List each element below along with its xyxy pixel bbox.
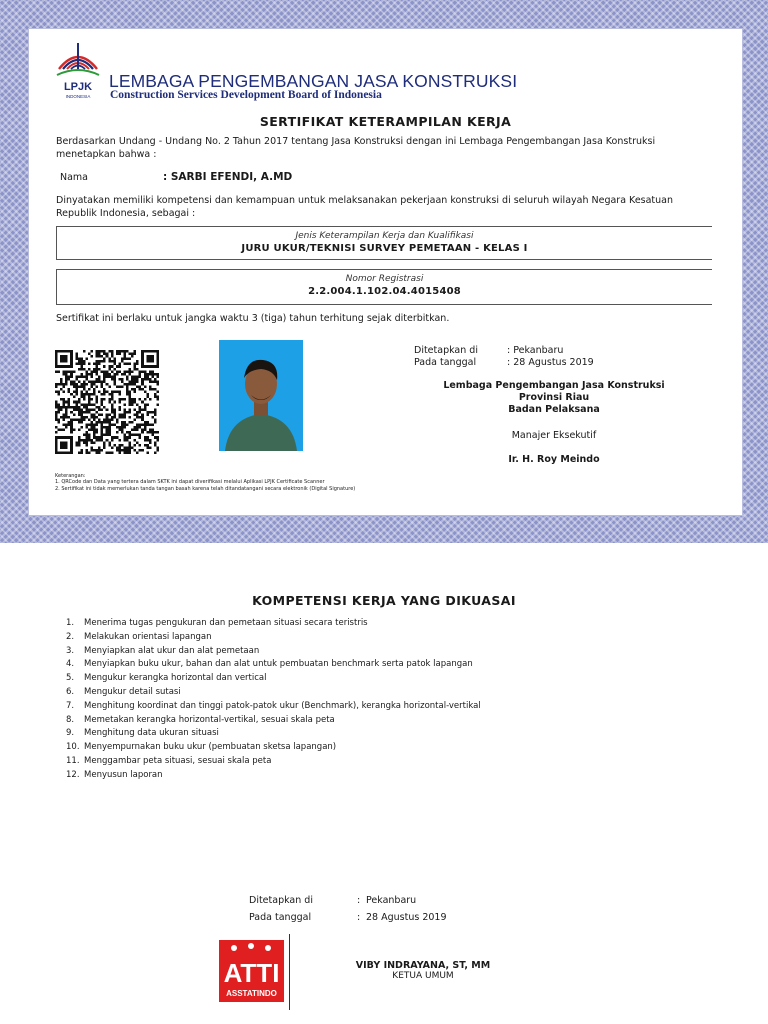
- list-item-number: 5.: [66, 673, 75, 684]
- lpjk-logo: [53, 41, 103, 103]
- competency-title: KOMPETENSI KERJA YANG DIKUASAI: [252, 593, 516, 608]
- issued-at-value: : Pekanbaru: [507, 345, 564, 356]
- sign-org-line3: Badan Pelaksana: [508, 404, 600, 415]
- registration-value: 2.2.004.1.102.04.4015408: [308, 286, 461, 297]
- list-item-number: 12.: [66, 769, 80, 780]
- list-item-text: Menyempurnakan buku ukur (pembuatan sketsa lapangan): [84, 742, 337, 753]
- list-item: [66, 658, 481, 672]
- list-item-text: Menerima tugas pengukuran dan pemetaan situasi secara teristris: [84, 618, 368, 628]
- list-item-number: 4.: [66, 659, 75, 670]
- list-item: [66, 631, 481, 645]
- org-name-en: Construction Services Development Board of Indonesia: [110, 89, 382, 101]
- sign-org-line1: Lembaga Pengembangan Jasa Konstruksi: [443, 380, 665, 391]
- list-item: [66, 727, 481, 741]
- sign-org-line2: Provinsi Riau: [518, 392, 590, 403]
- intro-text: Berdasarkan Undang - Undang No. 2 Tahun 2017 tentang Jasa Konstruksi dengan ini Lembaga Pengembangan Jasa Konstruksi menetapkan bahwa :: [56, 136, 656, 160]
- list-item-number: 1.: [66, 618, 75, 628]
- list-item: [66, 686, 481, 700]
- list-item-number: 9.: [66, 728, 75, 739]
- skill-value: JURU UKUR/TEKNISI SURVEY PEMETAAN - KELAS I: [241, 243, 528, 254]
- lpjk-logo-text: LPJK: [63, 81, 93, 93]
- list-item-text: Menghitung koordinat dan tinggi patok-patok ukur (Benchmark), kerangka horizontal-vertikal: [84, 700, 481, 711]
- list-item-text: Mengukur detail sutasi: [84, 686, 181, 697]
- list-item-text: Menggambar peta situasi, sesuai skala peta: [84, 755, 272, 766]
- skill-box: [56, 226, 712, 260]
- footer-signer-title: KETUA UMUM: [392, 971, 454, 981]
- list-item-number: 7.: [66, 700, 75, 711]
- list-item-text: Menyiapkan buku ukur, bahan dan alat untuk pembuatan benchmark serta patok lapangan: [84, 659, 473, 670]
- notes-heading: Keterangan:: [55, 473, 86, 479]
- signer-title: Manajer Eksekutif: [511, 430, 597, 441]
- name-value: : SARBI EFENDI, A.MD: [163, 171, 293, 183]
- footer-issued-date-label: Pada tanggal: [249, 912, 312, 923]
- footer-issued-at-value: Pekanbaru: [366, 895, 417, 906]
- list-item: [66, 755, 481, 769]
- signature-divider: [289, 934, 290, 1010]
- list-item: [66, 645, 481, 659]
- certificate-title: SERTIFIKAT KETERAMPILAN KERJA: [259, 114, 512, 129]
- skill-caption: Jenis Keterampilan Kerja dan Kualifikasi: [295, 231, 474, 241]
- list-item-text: Melakukan orientasi lapangan: [84, 631, 212, 642]
- issued-at-label: Ditetapkan di: [414, 345, 478, 356]
- list-item-number: 2.: [66, 631, 75, 642]
- validity-text: Sertifikat ini berlaku untuk jangka waktu 3 (tiga) tahun terhitung sejak diterbitkan.: [56, 313, 450, 324]
- registration-caption: Nomor Registrasi: [345, 274, 424, 284]
- note-2: 2. Sertifikat ini tidak memerlukan tanda tangan basah karena telah ditandatangani secara elektronik (Digital Signature): [55, 485, 356, 492]
- footer-signer-name: VIBY INDRAYANA, ST, MM: [355, 960, 491, 971]
- signer-name: Ir. H. Roy Meindo: [508, 454, 600, 465]
- person-portrait-icon: [219, 340, 303, 451]
- issued-date-label: Pada tanggal: [414, 357, 477, 368]
- lpjk-logo-sub: INDONESIA: [65, 94, 91, 99]
- holder-photo: [219, 340, 303, 451]
- list-item: [66, 769, 481, 783]
- footer-issued-date-value: 28 Agustus 2019: [366, 912, 447, 923]
- org-name: LEMBAGA PENGEMBANGAN JASA KONSTRUKSI: [109, 71, 518, 91]
- list-item: [66, 700, 481, 714]
- notes: [55, 473, 355, 492]
- footer-issued-at-label: Ditetapkan di: [249, 895, 313, 906]
- list-item: [66, 672, 481, 686]
- certificate-body: [29, 29, 742, 515]
- declaration-text: Dinyatakan memiliki kompetensi dan kemampuan untuk melaksanakan pekerjaan konstruksi di seluruh wilayah Negara Kesatuan Republik Indonesia, sebagai :: [56, 195, 674, 219]
- list-item-number: 3.: [66, 645, 75, 656]
- atti-logo-text: ATTI: [223, 958, 280, 988]
- atti-logo-sub: ASSTATINDO: [226, 989, 277, 998]
- list-item-text: Mengukur kerangka horizontal dan vertical: [84, 673, 267, 684]
- list-item: [66, 741, 481, 755]
- list-item-number: 11.: [66, 755, 80, 766]
- list-item-number: 10.: [66, 742, 80, 753]
- registration-box: [56, 269, 712, 305]
- name-label: Nama: [60, 172, 89, 183]
- footer-issued-date-colon: :: [357, 912, 361, 923]
- qr-code[interactable]: [55, 350, 159, 454]
- note-1: 1. QRCode dan Data yang tertera dalam SKTK ini dapat diverifikasi melalui Aplikasi LPJK Certificate Scanner: [55, 479, 325, 486]
- list-item: [66, 617, 481, 631]
- list-item-text: Menyiapkan alat ukur dan alat pemetaan: [84, 645, 260, 656]
- list-item: [66, 714, 481, 728]
- list-item-number: 6.: [66, 686, 75, 697]
- list-item-text: Memetakan kerangka horizontal-vertikal, sesuai skala peta: [84, 714, 335, 725]
- list-item-number: 8.: [66, 714, 75, 725]
- list-item-text: Menyusun laporan: [84, 769, 163, 780]
- list-item-text: Menghitung data ukuran situasi: [84, 728, 219, 739]
- footer-issued-at-colon: :: [357, 895, 361, 906]
- issued-date-value: : 28 Agustus 2019: [507, 357, 594, 368]
- competency-list: [66, 617, 481, 783]
- atti-logo: [219, 940, 284, 1002]
